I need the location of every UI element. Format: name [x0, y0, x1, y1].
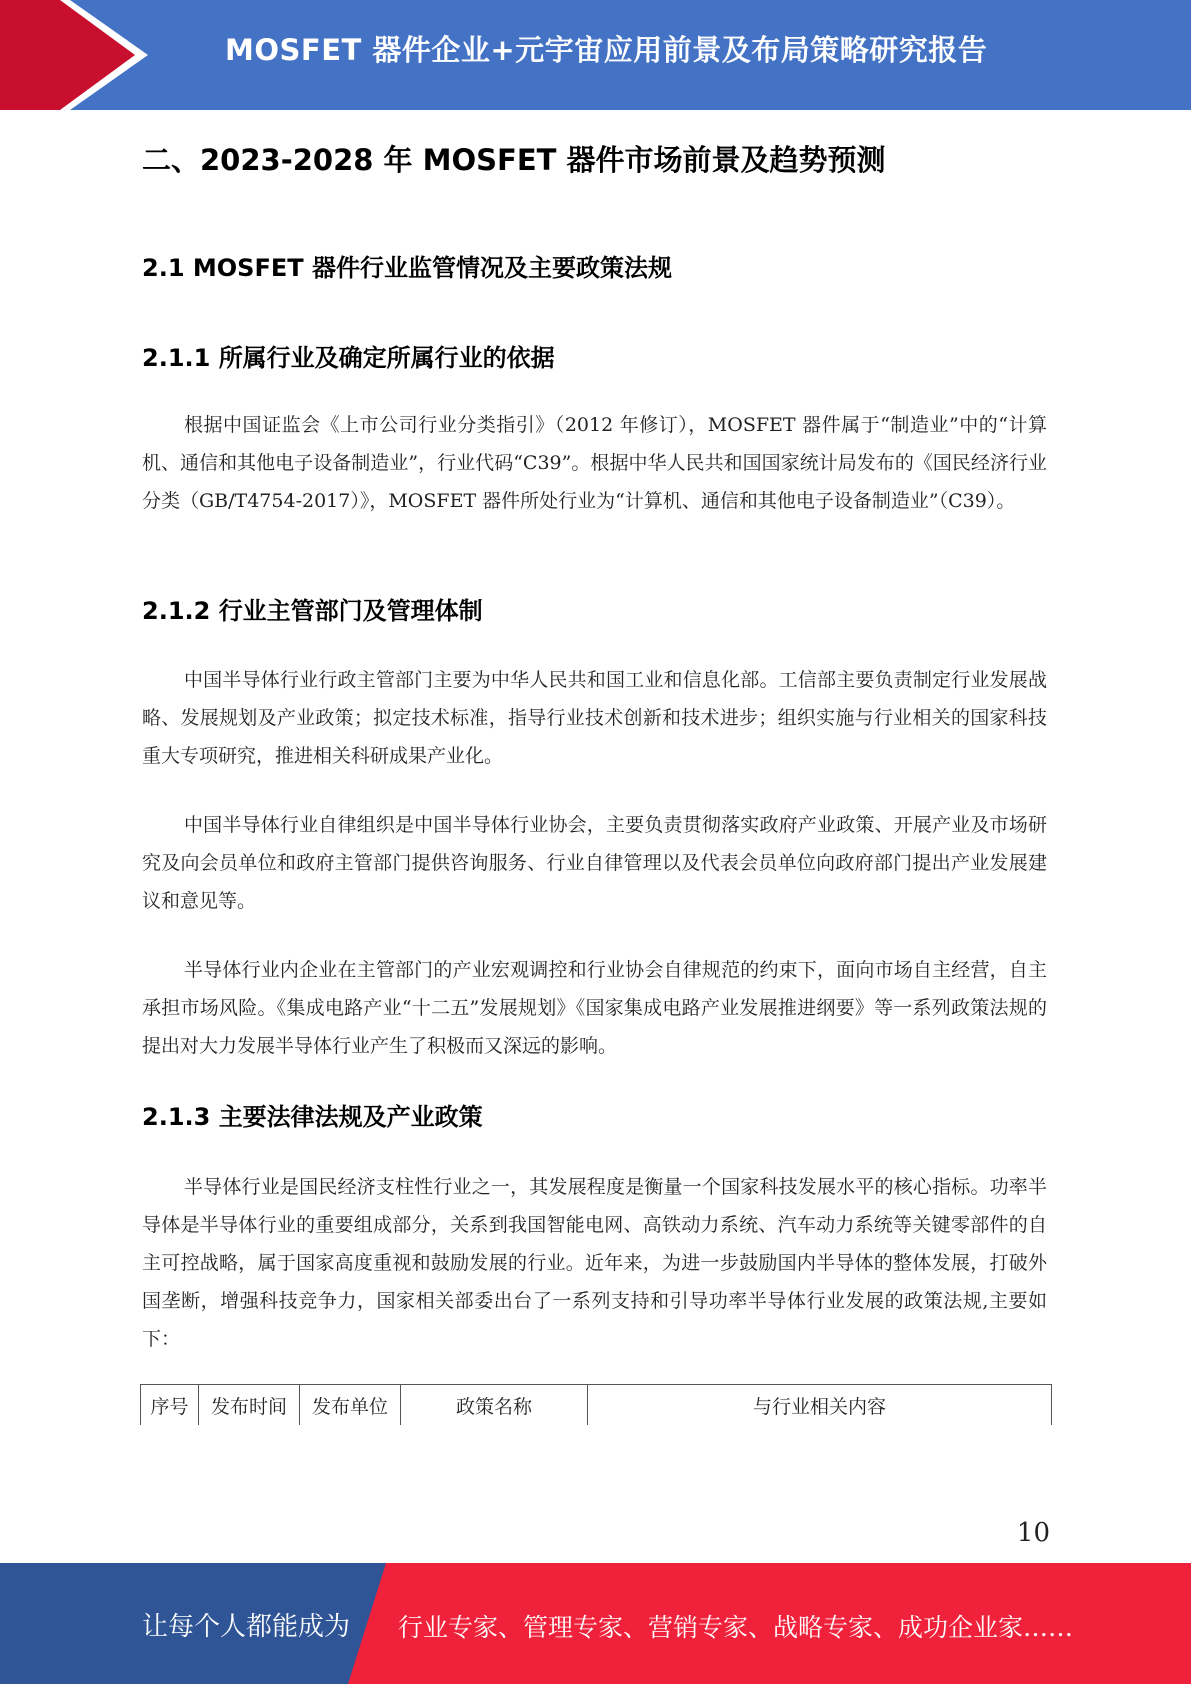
section-title: 二、2023-2028 年 MOSFET 器件市场前景及趋势预测: [142, 143, 886, 177]
paragraph-market-self-regulation: 半导体行业内企业在主管部门的产业宏观调控和行业协会自律规范的约束下，面向市场自主经营，自主承担市场风险。《集成电路产业“十二五”发展规划》《国家集成电路产业发展推进纲要》等一系列政策法规的提出对大力发展半导体行业产生了积极而又深远的影响。: [142, 959, 1047, 1057]
subsection-2-1-3-heading: 2.1.3 主要法律法规及产业政策: [142, 1103, 483, 1131]
subsection-2-1-1-heading: 2.1.1 所属行业及确定所属行业的依据: [142, 344, 555, 372]
report-title: MOSFET 器件企业+元宇宙应用前景及布局策略研究报告: [225, 33, 988, 67]
footer-slogan-left: 让每个人都能成为: [142, 1612, 351, 1642]
column-header-index: 序号: [141, 1385, 199, 1426]
paragraph-policy-overview: 半导体行业是国民经济支柱性行业之一，其发展程度是衡量一个国家科技发展水平的核心指标。功率半导体是半导体行业的重要组成部分，关系到我国智能电网、高铁动力系统、汽车动力系统等关键零部件的自主可控战略，属于国家高度重视和鼓励发展的行业。近年来，为进一步鼓励国内半导体的整体发展，打破外国垄断，增强科技竞争力，国家相关部委出台了一系列支持和引导功率半导体行业发展的政策法规,主要如下：: [142, 1176, 1047, 1350]
column-header-release-date: 发布时间: [199, 1385, 300, 1426]
table-header-row: [141, 1385, 1052, 1426]
subsection-2-1-heading: 2.1 MOSFET 器件行业监管情况及主要政策法规: [142, 254, 672, 282]
paragraph-industry-association: 中国半导体行业自律组织是中国半导体行业协会，主要负责贯彻落实政府产业政策、开展产业及市场研究及向会员单位和政府主管部门提供咨询服务、行业自律管理以及代表会员单位向政府部门提出产业发展建议和意见等。: [142, 814, 1047, 912]
policy-table: [140, 1384, 1052, 1425]
paragraph-industry-classification: 根据中国证监会《上市公司行业分类指引》（2012 年修订），MOSFET 器件属于“制造业”中的“计算机、通信和其他电子设备制造业”，行业代码“C39”。根据中华人民共和国国家统计局发布的《国民经济行业分类（GB/T4754-2017）》，MOSFET 器件所处行业为“计算机、通信和其他电子设备制造业”（C39）。: [142, 414, 1047, 512]
subsection-2-1-2-heading: 2.1.2 行业主管部门及管理体制: [142, 597, 483, 625]
column-header-issuer: 发布单位: [300, 1385, 401, 1426]
page-footer: [0, 1563, 1191, 1684]
page-number: 10: [1016, 1518, 1050, 1548]
page-header: [0, 0, 1191, 110]
column-header-policy-name: 政策名称: [401, 1385, 588, 1426]
footer-slogan-right: 行业专家、管理专家、营销专家、战略专家、成功企业家……: [398, 1613, 1074, 1642]
header-red-arrow-decoration: [0, 0, 150, 110]
column-header-related-content: 与行业相关内容: [588, 1385, 1052, 1426]
paragraph-regulator: 中国半导体行业行政主管部门主要为中华人民共和国工业和信息化部。工信部主要负责制定行业发展战略、发展规划及产业政策；拟定技术标准，指导行业技术创新和技术进步；组织实施与行业相关的国家科技重大专项研究，推进相关科研成果产业化。: [142, 669, 1047, 767]
